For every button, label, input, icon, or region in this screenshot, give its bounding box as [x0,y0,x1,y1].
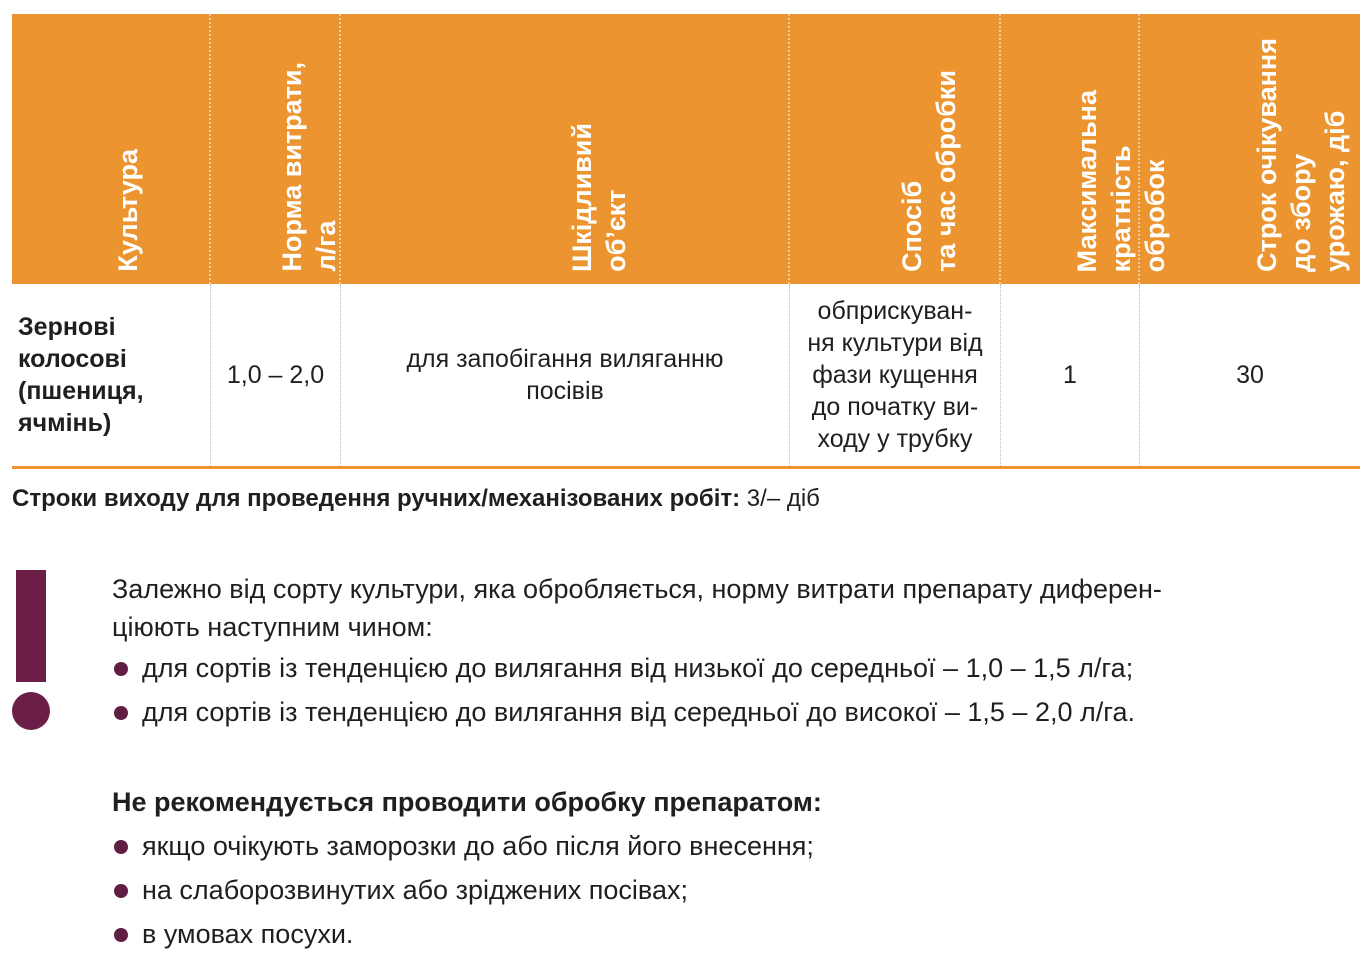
exclamation-dot [12,692,50,730]
warning-title: Не рекомендується проводити обробку препаратом: [112,787,822,817]
dosage-note-intro: Залежно від сорту культури, яка обробляється, норму витрати препарату диферен- ціюють наступним чином: [112,574,1162,642]
list-item [112,912,1360,956]
cell-target: для запобігання виляганню посівів [341,284,790,466]
bullet-dot-icon [114,706,128,720]
table-row [12,284,1360,469]
header-rate-label: Норма витрати, л/га [277,62,341,272]
exit-terms-value: 3/– діб [746,485,820,512]
cell-method: обприскуван- ня культури від фази кущення до початку ви- ходу у трубку [790,284,1001,466]
list-item [112,646,1360,690]
header-target [341,14,790,284]
header-target-label: Шкідливий об’єкт [566,123,631,272]
dosage-note [112,570,1360,734]
exit-terms-label: Строки виходу для проведення ручних/механізованих робіт: [12,485,741,512]
header-max-treatments-label: Максимальна кратність обробок [1071,89,1170,272]
header-rate [211,14,341,284]
bullet-dot-icon [114,928,128,942]
header-waiting-period [1140,14,1360,284]
header-waiting-period-label: Строк очікування до збору урожаю, діб [1252,38,1350,272]
cell-max-treatments: 1 [1001,284,1140,466]
list-item [112,868,1360,912]
regulation-table [12,14,1360,469]
warning-block [112,780,1360,956]
header-max-treatments [1001,14,1170,284]
list-item-text: для сортів із тенденцією до вилягання від середньої до високої – 1,5 – 2,0 л/га. [142,697,1136,727]
bullet-dot-icon [114,662,128,676]
cell-waiting-days: 30 [1236,361,1264,389]
header-crop [12,14,211,284]
list-item [112,824,1360,868]
header-method [790,14,1001,284]
list-item-text: на слаборозвинутих або зріджених посівах; [142,875,688,905]
cell-rate: 1,0 – 2,0 [211,284,341,466]
cell-crop: Зернові колосові (пшениця, ячмінь) [12,284,211,466]
bullet-dot-icon [114,840,128,854]
exit-terms [12,483,820,515]
dosage-list [112,646,1360,734]
list-item [112,690,1360,734]
header-method-label: Спосіб та час обробки [896,70,961,272]
list-item-text: для сортів із тенденцією до вилягання від низької до середньої – 1,0 – 1,5 л/га; [142,653,1134,683]
bullet-dot-icon [114,884,128,898]
table-header-row [12,14,1360,284]
list-item-text: в умовах посухи. [142,919,354,949]
header-crop-label: Культура [112,149,143,272]
list-item-text: якщо очікують заморозки до або після його внесення; [142,831,814,861]
warning-list [112,824,1360,956]
exclamation-bar [16,570,46,682]
